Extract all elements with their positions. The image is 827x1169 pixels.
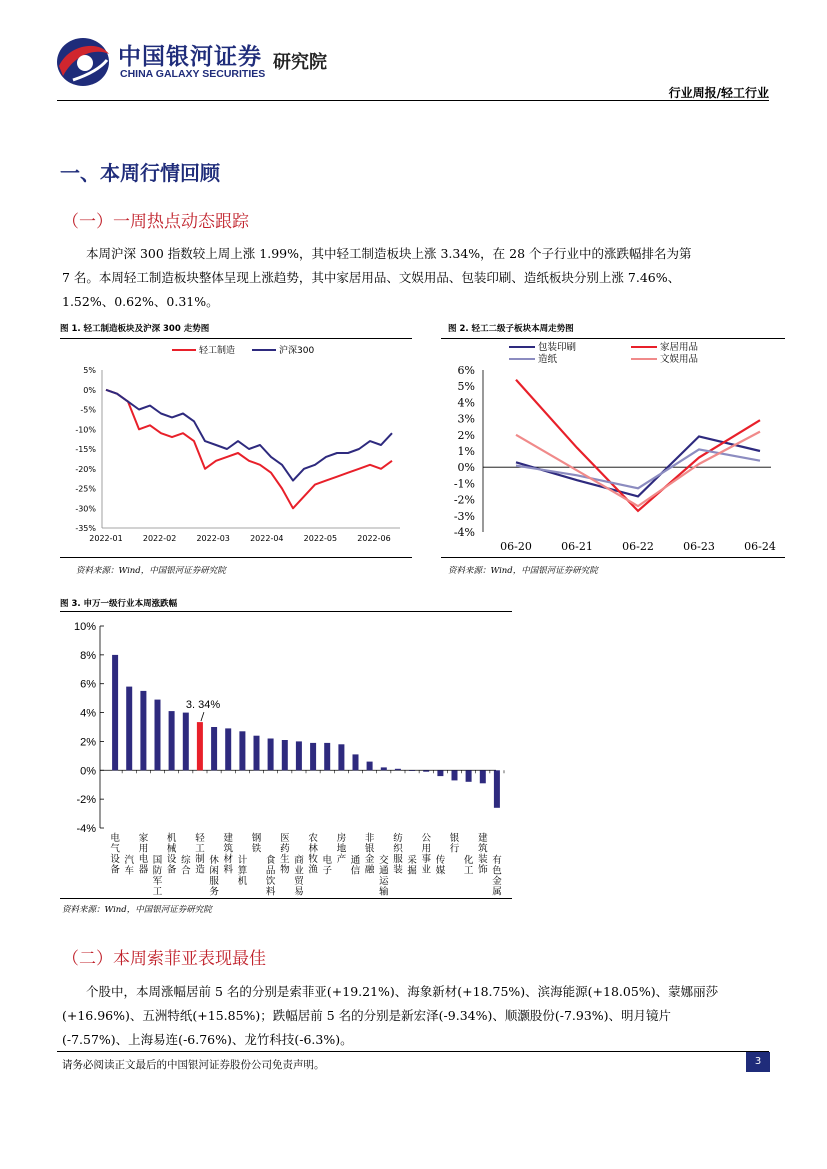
weekly-market-text: 本周沪深 300 指数较上周上涨 1.99%，其中轻工制造板块上涨 3.34%，在 28 个子行业中的涨跌幅排名为第 7 名。本周轻工制造板块整体呈现上涨趋势，其中家居用品、文娱用品、包装印刷、造纸板块分别上涨 7.46%、1.52%、0.62%、0.31%。 [62,246,692,309]
x-category-label: 计算机 [237,855,248,887]
section-title: 一、本周行情回顾 [60,161,220,185]
y-tick-label: 4% [80,707,96,720]
x-tick-label: 06-24 [744,540,776,553]
bar [211,727,217,770]
y-tick-label: -20% [75,464,96,474]
x-category-label: 农林牧渔 [308,833,318,876]
x-category-label: 银行 [449,833,460,855]
x-category-label: 休闲服务 [209,855,219,898]
y-tick-label: 1% [457,445,475,458]
x-category-label: 采掘 [407,855,417,877]
bar [310,743,316,770]
y-tick-label: 2% [457,428,475,442]
y-tick-label: 0% [80,765,96,778]
bar [338,744,344,770]
footer-disclaimer: 请务必阅读正文最后的中国银河证券股份公司免责声明。 [62,1059,325,1071]
bar [268,739,274,771]
x-category-label: 通信 [350,855,361,877]
x-tick-label: 06-22 [622,540,654,553]
figure-2-line-chart [441,340,785,556]
figure-1-source: 资料来源：Wind，中国银河证券研究院 [76,566,226,576]
y-tick-label: 6% [80,678,96,691]
report-category-tag: 行业周报/轻工行业 [668,86,769,100]
x-tick-label: 2022-04 [250,534,284,543]
x-category-label: 有色金属 [492,855,502,898]
y-tick-label: -4% [76,823,96,835]
legend-label-0: 包装印刷 [538,342,577,353]
y-tick-label: 3% [457,412,475,426]
bar [296,741,302,770]
y-tick-label: -15% [75,445,96,454]
bar [494,770,500,808]
figure-2-source: 资料来源：Wind，中国银河证券研究院 [448,566,598,576]
x-category-label: 国防军工 [152,855,163,898]
x-category-label: 综合 [181,855,191,877]
y-tick-label: -2% [76,794,96,807]
galaxy-logo-icon [55,36,111,88]
stock-performance-paragraph [62,980,722,1052]
y-tick-label: 2% [80,736,96,749]
x-category-label: 建筑材料 [223,833,234,876]
page-number: 3 [746,1052,770,1072]
y-tick-label: -25% [75,484,96,494]
x-category-label: 公用事业 [421,833,432,876]
y-tick-label: -5% [80,405,96,415]
y-tick-label: 8% [80,649,96,662]
y-tick-label: 0% [457,461,475,475]
x-tick-label: 2022-05 [303,534,338,543]
bar [452,770,458,780]
y-tick-label: 0% [83,385,96,395]
footer-divider [57,1051,769,1052]
x-category-label: 传媒 [435,855,446,877]
x-category-label: 食品饮料 [265,855,276,898]
x-category-label: 建筑装饰 [478,833,488,876]
legend-label-1: 家居用品 [660,342,699,353]
y-tick-label: 4% [457,396,475,410]
y-tick-label: -10% [75,425,96,435]
bar [169,711,175,770]
bar [466,770,472,782]
legend-label-1: 沪深300 [279,346,315,356]
bar [324,743,330,770]
y-tick-label: -4% [453,526,475,539]
x-tick-label: 2022-03 [196,534,230,543]
header-divider [57,100,769,101]
bar [225,728,231,770]
bar [126,687,132,771]
y-tick-label: -1% [453,477,475,491]
x-category-label: 轻工制造 [195,833,205,876]
figure-1-top-rule [60,338,412,339]
bar [480,770,486,783]
bar [353,754,359,770]
x-tick-label: 06-20 [500,540,532,553]
bar [112,655,118,770]
x-category-label: 电气设备 [110,833,120,876]
x-category-label: 钢铁 [251,833,262,855]
x-category-label: 汽车 [124,855,135,877]
legend-label-0: 轻工制造 [199,346,236,356]
x-category-label: 房地产 [336,833,347,865]
weekly-market-paragraph [62,242,702,314]
x-category-label: 纺织服装 [393,833,403,876]
highlight-leader-line [201,712,204,721]
y-tick-label: -3% [453,509,475,523]
x-category-label: 机械设备 [166,833,177,876]
brand-name-en: CHINA GALAXY SECURITIES [120,68,266,80]
brand-name-cn: 中国银河证券 [118,44,262,70]
x-category-label: 电子 [322,855,333,877]
x-category-label: 非银金融 [364,833,375,876]
x-tick-label: 2022-06 [357,534,391,543]
figure-3-bottom-rule [60,898,512,899]
bar [367,762,373,771]
bar [155,700,161,771]
x-tick-label: 2022-02 [142,534,177,543]
bar [239,731,245,770]
subsection-title-hot-tracking: （一）一周热点动态跟踪 [62,212,249,232]
bar [395,769,401,770]
bar [197,722,203,770]
figure-1-bottom-rule [60,557,412,558]
bar [140,691,146,770]
figure-3-source: 资料来源：Wind，中国银河证券研究院 [62,905,212,915]
y-tick-label: -35% [75,524,96,533]
bar [409,770,415,771]
x-category-label: 家用电器 [138,833,149,876]
stock-performance-text: 个股中，本周涨幅居前 5 名的分别是索菲亚(+19.21%)、海象新材(+18.75%)、滨海能源(+18.05%)、蒙娜丽莎(+16.96%)、五洲特纸(+15.85%)；跌幅居前 5 名的分别是新宏泽(-9.34%)、顺灏股份(-7.93%)、明月镜片 (-7.57%)、上海易连(-6.76%)、龙竹科技(-6.3%)。 [62,984,719,1047]
y-tick-label: 10% [73,621,96,633]
figure-2-top-rule [441,338,785,339]
subsection-title-top-performer: （二）本周索菲亚表现最佳 [62,949,266,969]
x-tick-label: 06-23 [683,540,715,553]
series-line-1 [516,380,760,511]
y-tick-label: 5% [83,366,96,375]
brand-institute: 研究院 [273,52,327,73]
series-line-1 [106,390,392,481]
legend-label-2: 造纸 [538,354,558,365]
legend-label-3: 文娱用品 [660,354,699,365]
bar [282,740,288,770]
figure-2-bottom-rule [441,557,785,558]
y-tick-label: 5% [457,380,475,394]
figure-1-line-chart [60,340,412,556]
figure-2-title: 图 2. 轻工二级子板块本周走势图 [448,324,574,334]
figure-1-title: 图 1. 轻工制造板块及沪深 300 走势图 [60,324,210,334]
x-category-label: 医药生物 [280,833,290,876]
x-category-label: 化工 [463,855,474,877]
figure-3-title: 图 3. 申万一级行业本周涨跌幅 [60,599,178,609]
x-tick-label: 2022-01 [89,534,123,543]
y-tick-label: 6% [457,364,475,377]
x-tick-label: 06-21 [561,540,593,553]
highlight-value-label: 3. 34% [185,699,221,712]
bar [423,770,429,771]
bar [254,736,260,771]
bar [183,713,189,771]
y-tick-label: -2% [453,493,475,507]
figure-3-bar-chart [60,612,512,898]
bar [437,770,443,776]
x-category-label: 商业贸易 [294,855,304,898]
y-tick-label: -30% [75,504,96,514]
bar [381,767,387,770]
x-category-label: 交通运输 [379,855,389,898]
